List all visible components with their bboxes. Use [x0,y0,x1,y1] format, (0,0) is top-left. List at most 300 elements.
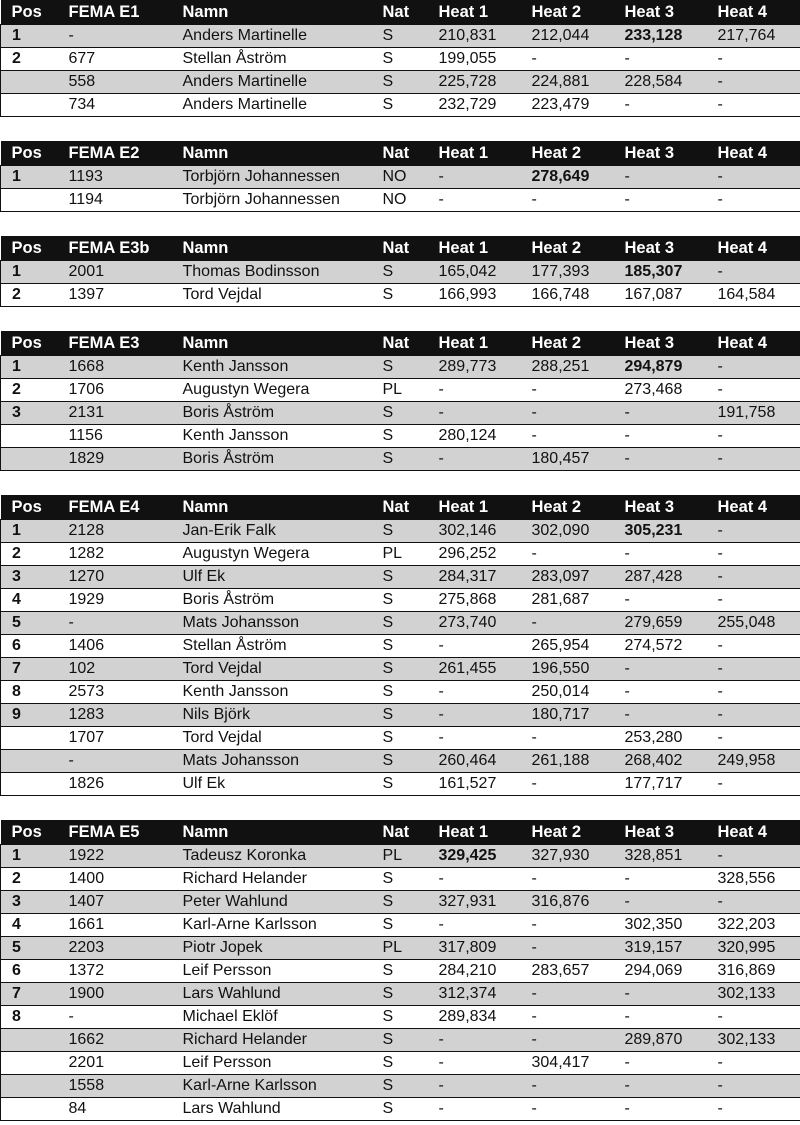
cell-pos: 8 [1,681,61,704]
cell-heat-1: 317,809 [431,937,524,960]
cell-heat-3: 233,128 [617,25,710,48]
cell-heat-4: - [710,189,800,212]
cell-heat-1: - [431,1052,524,1075]
cell-number: 1826 [61,773,175,796]
cell-heat-3: - [617,589,710,612]
group-spacer [0,796,800,820]
cell-nat: S [375,402,431,425]
cell-heat-1: - [431,1075,524,1098]
table-row [1,891,800,914]
cell-number: - [61,750,175,773]
cell-heat-2: 327,930 [524,845,617,868]
cell-heat-4: - [710,71,800,94]
header-class: FEMA E5 [61,820,175,845]
table-row [1,448,800,471]
cell-heat-4: - [710,681,800,704]
cell-pos [1,750,61,773]
cell-heat-4: - [710,773,800,796]
cell-heat-1: 284,317 [431,566,524,589]
cell-pos: 3 [1,891,61,914]
table-row [1,379,800,402]
header-name: Namn [175,141,375,166]
header-heat-3: Heat 3 [617,820,710,845]
header-pos: Pos [1,0,61,25]
cell-nat: PL [375,937,431,960]
cell-name: Anders Martinelle [175,94,375,117]
cell-number: 1668 [61,356,175,379]
cell-number: 1400 [61,868,175,891]
table-row [1,937,800,960]
cell-heat-2: - [524,937,617,960]
cell-heat-4: - [710,520,800,543]
cell-name: Kenth Jansson [175,356,375,379]
cell-heat-1: - [431,914,524,937]
cell-number: 2573 [61,681,175,704]
cell-heat-1: 166,993 [431,284,524,307]
cell-heat-4: - [710,543,800,566]
header-heat-4: Heat 4 [710,495,800,520]
cell-heat-2: 265,954 [524,635,617,658]
cell-name: Karl-Arne Karlsson [175,914,375,937]
header-heat-1: Heat 1 [431,236,524,261]
cell-heat-4: - [710,48,800,71]
cell-heat-2: 223,479 [524,94,617,117]
cell-heat-3: 185,307 [617,261,710,284]
cell-heat-4: - [710,704,800,727]
cell-nat: S [375,520,431,543]
cell-pos: 8 [1,1006,61,1029]
header-nat: Nat [375,236,431,261]
cell-number: 1270 [61,566,175,589]
table-header-row [1,0,800,25]
header-class: FEMA E1 [61,0,175,25]
cell-heat-2: - [524,402,617,425]
cell-heat-4: 255,048 [710,612,800,635]
cell-heat-4: 302,133 [710,1029,800,1052]
cell-heat-1: - [431,379,524,402]
cell-heat-3: - [617,891,710,914]
cell-heat-3: 294,879 [617,356,710,379]
cell-pos: 7 [1,658,61,681]
cell-heat-1: - [431,189,524,212]
cell-number: 1194 [61,189,175,212]
cell-pos [1,727,61,750]
cell-nat: S [375,960,431,983]
cell-number: 558 [61,71,175,94]
cell-heat-2: 180,457 [524,448,617,471]
cell-name: Stellan Åström [175,48,375,71]
cell-heat-3: 274,572 [617,635,710,658]
cell-heat-2: 250,014 [524,681,617,704]
header-nat: Nat [375,495,431,520]
table-row [1,773,800,796]
cell-nat: S [375,356,431,379]
cell-heat-1: 260,464 [431,750,524,773]
cell-heat-3: - [617,189,710,212]
cell-heat-3: - [617,543,710,566]
header-heat-2: Heat 2 [524,236,617,261]
cell-nat: S [375,681,431,704]
cell-heat-4: 249,958 [710,750,800,773]
cell-heat-2: - [524,727,617,750]
cell-number: 2128 [61,520,175,543]
cell-pos: 1 [1,356,61,379]
header-class: FEMA E3 [61,331,175,356]
cell-nat: S [375,914,431,937]
cell-name: Kenth Jansson [175,425,375,448]
cell-nat: NO [375,166,431,189]
cell-number: 2001 [61,261,175,284]
cell-heat-3: - [617,681,710,704]
cell-pos: 9 [1,704,61,727]
cell-heat-2: 196,550 [524,658,617,681]
table-row [1,750,800,773]
cell-nat: S [375,773,431,796]
header-nat: Nat [375,0,431,25]
cell-heat-3: 228,584 [617,71,710,94]
cell-number: 1407 [61,891,175,914]
cell-nat: S [375,1098,431,1121]
table-row [1,845,800,868]
cell-nat: PL [375,845,431,868]
cell-heat-4: - [710,425,800,448]
cell-heat-3: - [617,704,710,727]
cell-heat-1: - [431,166,524,189]
table-row [1,520,800,543]
cell-name: Mats Johansson [175,750,375,773]
header-heat-1: Heat 1 [431,495,524,520]
results-table [0,236,800,307]
group-spacer [0,307,800,331]
cell-pos [1,189,61,212]
cell-pos: 7 [1,983,61,1006]
header-pos: Pos [1,820,61,845]
cell-name: Stellan Åström [175,635,375,658]
cell-number: 1406 [61,635,175,658]
results-table [0,141,800,212]
cell-nat: S [375,94,431,117]
cell-heat-3: - [617,1075,710,1098]
cell-heat-3: 302,350 [617,914,710,937]
cell-heat-4: - [710,94,800,117]
cell-name: Ulf Ek [175,773,375,796]
cell-heat-3: - [617,166,710,189]
cell-heat-2: - [524,543,617,566]
cell-heat-2: 224,881 [524,71,617,94]
table-row [1,868,800,891]
cell-number: 1662 [61,1029,175,1052]
cell-heat-2: - [524,1006,617,1029]
header-heat-4: Heat 4 [710,0,800,25]
cell-heat-4: - [710,635,800,658]
cell-pos [1,448,61,471]
cell-pos: 1 [1,25,61,48]
header-name: Namn [175,236,375,261]
header-nat: Nat [375,820,431,845]
cell-pos: 2 [1,868,61,891]
cell-nat: S [375,983,431,1006]
cell-heat-1: 232,729 [431,94,524,117]
table-row [1,166,800,189]
cell-heat-3: - [617,1006,710,1029]
cell-nat: S [375,635,431,658]
cell-pos: 1 [1,520,61,543]
cell-heat-2: 302,090 [524,520,617,543]
cell-heat-2: - [524,914,617,937]
cell-nat: S [375,448,431,471]
cell-heat-2: - [524,1098,617,1121]
header-heat-1: Heat 1 [431,331,524,356]
cell-heat-2: 304,417 [524,1052,617,1075]
cell-nat: S [375,589,431,612]
cell-heat-1: 275,868 [431,589,524,612]
cell-heat-1: 289,834 [431,1006,524,1029]
cell-heat-1: - [431,402,524,425]
table-row [1,402,800,425]
cell-heat-2: 212,044 [524,25,617,48]
cell-nat: S [375,1006,431,1029]
cell-heat-1: 302,146 [431,520,524,543]
cell-pos [1,71,61,94]
cell-heat-2: 261,188 [524,750,617,773]
cell-number: 1397 [61,284,175,307]
cell-number: 84 [61,1098,175,1121]
cell-nat: S [375,658,431,681]
cell-name: Anders Martinelle [175,25,375,48]
cell-pos [1,1075,61,1098]
header-heat-2: Heat 2 [524,141,617,166]
cell-heat-4: 322,203 [710,914,800,937]
cell-heat-4: 302,133 [710,983,800,1006]
cell-name: Karl-Arne Karlsson [175,1075,375,1098]
table-row [1,71,800,94]
cell-heat-1: - [431,704,524,727]
cell-heat-4: - [710,891,800,914]
cell-heat-3: 305,231 [617,520,710,543]
cell-heat-3: 328,851 [617,845,710,868]
cell-heat-2: - [524,1029,617,1052]
table-row [1,261,800,284]
cell-number: - [61,1006,175,1029]
cell-heat-2: - [524,612,617,635]
table-row [1,1029,800,1052]
cell-number: 734 [61,94,175,117]
header-class: FEMA E2 [61,141,175,166]
cell-heat-3: 253,280 [617,727,710,750]
cell-heat-1: 225,728 [431,71,524,94]
header-name: Namn [175,820,375,845]
table-row [1,189,800,212]
cell-heat-2: - [524,189,617,212]
cell-nat: S [375,1075,431,1098]
cell-number: 102 [61,658,175,681]
cell-number: 1193 [61,166,175,189]
cell-heat-1: - [431,727,524,750]
cell-heat-2: 316,876 [524,891,617,914]
header-heat-2: Heat 2 [524,820,617,845]
table-row [1,25,800,48]
cell-nat: S [375,425,431,448]
table-row [1,1052,800,1075]
cell-heat-2: - [524,868,617,891]
cell-heat-3: - [617,48,710,71]
table-row [1,983,800,1006]
cell-heat-1: 329,425 [431,845,524,868]
cell-nat: S [375,1052,431,1075]
cell-heat-1: - [431,868,524,891]
table-row [1,589,800,612]
cell-heat-1: 284,210 [431,960,524,983]
table-row [1,1075,800,1098]
cell-number: 1156 [61,425,175,448]
header-heat-3: Heat 3 [617,236,710,261]
cell-number: 2201 [61,1052,175,1075]
cell-name: Lars Wahlund [175,1098,375,1121]
cell-pos [1,425,61,448]
group-spacer [0,212,800,236]
header-heat-3: Heat 3 [617,0,710,25]
header-pos: Pos [1,236,61,261]
cell-heat-1: 273,740 [431,612,524,635]
cell-pos [1,1098,61,1121]
cell-nat: S [375,1029,431,1052]
header-heat-2: Heat 2 [524,331,617,356]
cell-pos: 2 [1,284,61,307]
cell-number: 1661 [61,914,175,937]
cell-name: Jan-Erik Falk [175,520,375,543]
results-table [0,495,800,796]
cell-heat-2: 180,717 [524,704,617,727]
cell-number: 677 [61,48,175,71]
header-heat-3: Heat 3 [617,495,710,520]
cell-heat-1: 199,055 [431,48,524,71]
cell-heat-3: 279,659 [617,612,710,635]
table-header-row [1,141,800,166]
cell-name: Augustyn Wegera [175,379,375,402]
table-row [1,960,800,983]
cell-heat-3: 289,870 [617,1029,710,1052]
cell-nat: S [375,71,431,94]
cell-nat: S [375,261,431,284]
table-header-row [1,236,800,261]
cell-heat-3: 273,468 [617,379,710,402]
cell-heat-4: - [710,1075,800,1098]
cell-heat-4: 328,556 [710,868,800,891]
cell-heat-4: - [710,166,800,189]
cell-heat-1: 327,931 [431,891,524,914]
header-pos: Pos [1,495,61,520]
header-heat-1: Heat 1 [431,820,524,845]
cell-heat-1: - [431,1098,524,1121]
cell-number: - [61,25,175,48]
cell-number: 1282 [61,543,175,566]
cell-name: Anders Martinelle [175,71,375,94]
cell-nat: PL [375,379,431,402]
table-row [1,94,800,117]
cell-heat-2: 278,649 [524,166,617,189]
table-row [1,543,800,566]
cell-heat-1: - [431,448,524,471]
table-row [1,425,800,448]
header-heat-2: Heat 2 [524,495,617,520]
results-table [0,331,800,471]
cell-name: Piotr Jopek [175,937,375,960]
cell-heat-2: - [524,425,617,448]
cell-heat-1: 261,455 [431,658,524,681]
cell-heat-1: - [431,635,524,658]
cell-heat-4: 316,869 [710,960,800,983]
header-heat-1: Heat 1 [431,141,524,166]
cell-number: 1829 [61,448,175,471]
cell-name: Richard Helander [175,868,375,891]
table-row [1,284,800,307]
cell-name: Thomas Bodinsson [175,261,375,284]
cell-heat-2: 288,251 [524,356,617,379]
cell-heat-4: 320,995 [710,937,800,960]
cell-heat-3: 319,157 [617,937,710,960]
cell-pos: 2 [1,48,61,71]
cell-heat-2: 283,097 [524,566,617,589]
cell-heat-4: - [710,589,800,612]
cell-heat-4: - [710,1098,800,1121]
cell-heat-1: 165,042 [431,261,524,284]
table-row [1,566,800,589]
header-pos: Pos [1,331,61,356]
cell-number: 1283 [61,704,175,727]
header-class: FEMA E4 [61,495,175,520]
cell-pos: 2 [1,543,61,566]
cell-heat-3: 268,402 [617,750,710,773]
table-row [1,658,800,681]
header-pos: Pos [1,141,61,166]
cell-name: Boris Åström [175,448,375,471]
cell-nat: S [375,48,431,71]
cell-heat-3: - [617,1098,710,1121]
cell-name: Tadeusz Koronka [175,845,375,868]
group-spacer [0,471,800,495]
header-nat: Nat [375,331,431,356]
cell-nat: S [375,868,431,891]
cell-heat-3: 167,087 [617,284,710,307]
cell-pos: 1 [1,261,61,284]
cell-pos: 5 [1,612,61,635]
table-row [1,1098,800,1121]
header-class: FEMA E3b [61,236,175,261]
cell-heat-2: 283,657 [524,960,617,983]
cell-pos [1,1052,61,1075]
header-heat-3: Heat 3 [617,141,710,166]
table-row [1,612,800,635]
cell-heat-1: 210,831 [431,25,524,48]
cell-number: 1900 [61,983,175,1006]
cell-heat-3: - [617,402,710,425]
cell-name: Richard Helander [175,1029,375,1052]
table-row [1,356,800,379]
cell-name: Peter Wahlund [175,891,375,914]
cell-number: - [61,612,175,635]
cell-heat-1: 161,527 [431,773,524,796]
cell-pos: 2 [1,379,61,402]
table-header-row [1,820,800,845]
cell-heat-1: 289,773 [431,356,524,379]
cell-number: 2131 [61,402,175,425]
results-table [0,0,800,117]
cell-pos [1,1029,61,1052]
cell-nat: S [375,750,431,773]
cell-heat-1: 280,124 [431,425,524,448]
cell-name: Tord Vejdal [175,284,375,307]
cell-heat-4: - [710,379,800,402]
